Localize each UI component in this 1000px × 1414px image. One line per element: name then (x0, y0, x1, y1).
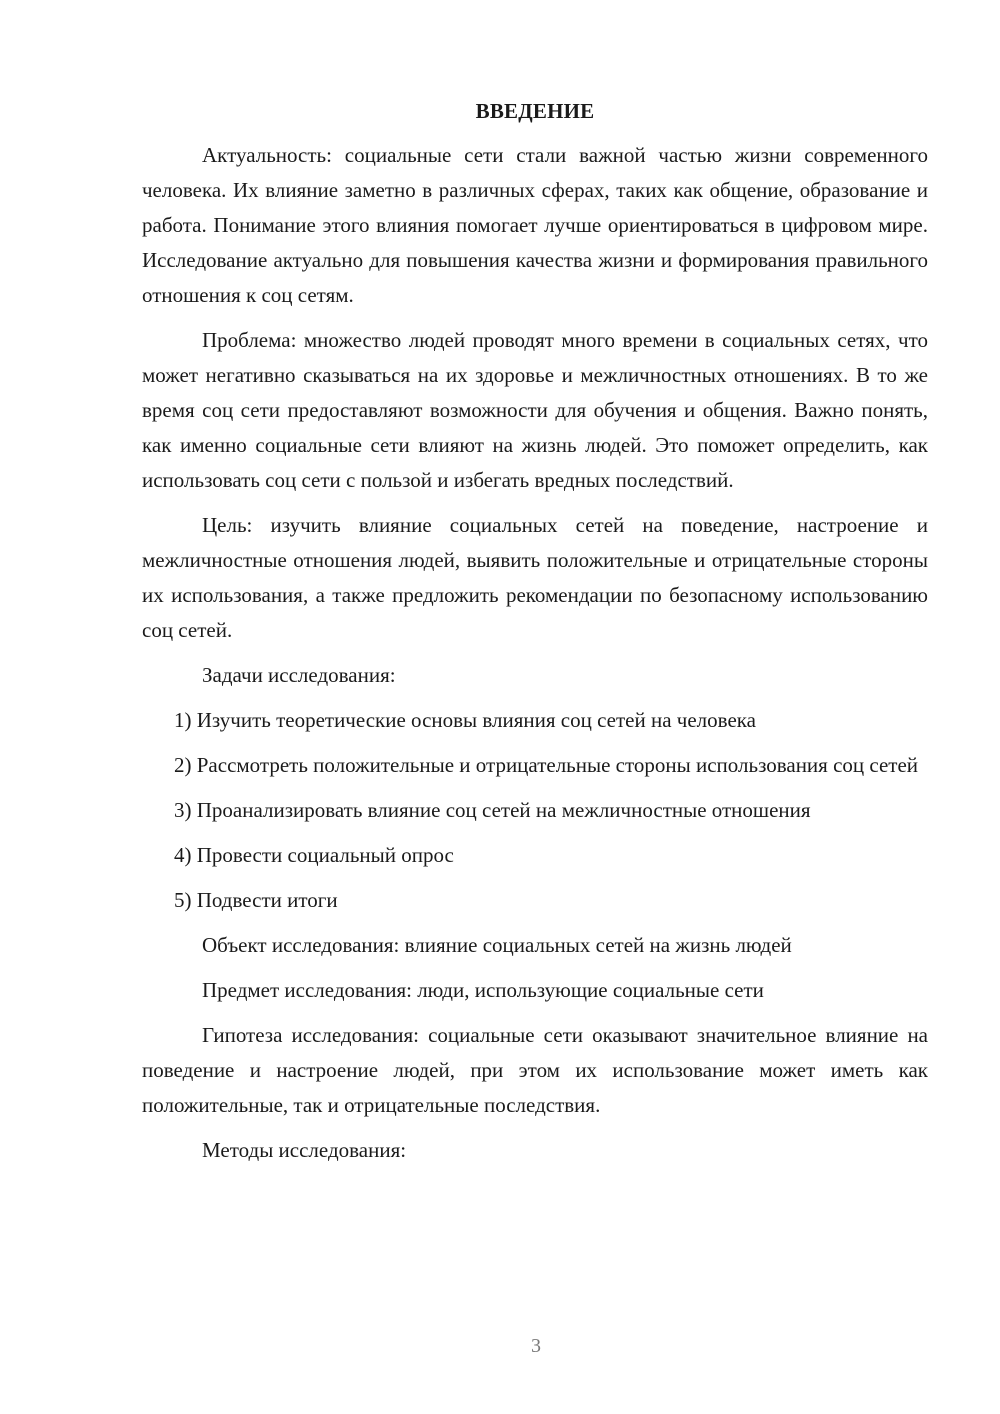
page-number (0, 1334, 1000, 1358)
tasks-heading: Задачи исследования: (202, 663, 396, 687)
task-item-2: 2) Рассмотреть положительные и отрицательные стороны использования соц сетей (174, 753, 919, 777)
problem-paragraph: Проблема: множество людей проводят много времени в социальных сетях, что может негативно сказываться на их здоровье и межличностных отношениях. В то же время соц сети предоставляют возможности для обучения и общения. Важно понять, как именно социальные сети влияют на жизнь людей. Это поможет определить, как использовать соц сети с пользой и избегать вредных последствий. (142, 328, 928, 492)
task-item-5: 5) Подвести итоги (174, 888, 338, 912)
relevance-paragraph: Актуальность: социальные сети стали важной частью жизни современного человека. Их влияние заметно в различных сферах, таких как общение, образование и работа. Понимание этого влияния помогает лучше ориентироваться в цифровом мире. Исследование актуально для повышения качества жизни и формирования правильного отношения к соц сетям. (142, 143, 928, 307)
methods-heading: Методы исследования: (202, 1138, 407, 1162)
task-item-3: 3) Проанализировать влияние соц сетей на межличностные отношения (174, 798, 811, 822)
research-object: Объект исследования: влияние социальных сетей на жизнь людей (202, 933, 792, 957)
research-subject: Предмет исследования: люди, использующие социальные сети (202, 978, 764, 1002)
research-hypothesis: Гипотеза исследования: социальные сети оказывают значительное влияние на поведение и настроение людей, при этом их использование может иметь как положительные, так и отрицательные последствия. (142, 1023, 928, 1117)
goal-paragraph: Цель: изучить влияние социальных сетей на поведение, настроение и межличностные отношения людей, выявить положительные и отрицательные стороны их использования, а также предложить рекомендации по безопасному использованию соц сетей. (142, 513, 928, 642)
page-content (142, 96, 928, 1178)
page-number-label: 3 (531, 1335, 541, 1357)
page-title: ВВЕДЕНИЕ (475, 99, 595, 123)
task-item-4: 4) Провести социальный опрос (174, 843, 454, 867)
task-item-1: 1) Изучить теоретические основы влияния соц сетей на человека (174, 708, 756, 732)
